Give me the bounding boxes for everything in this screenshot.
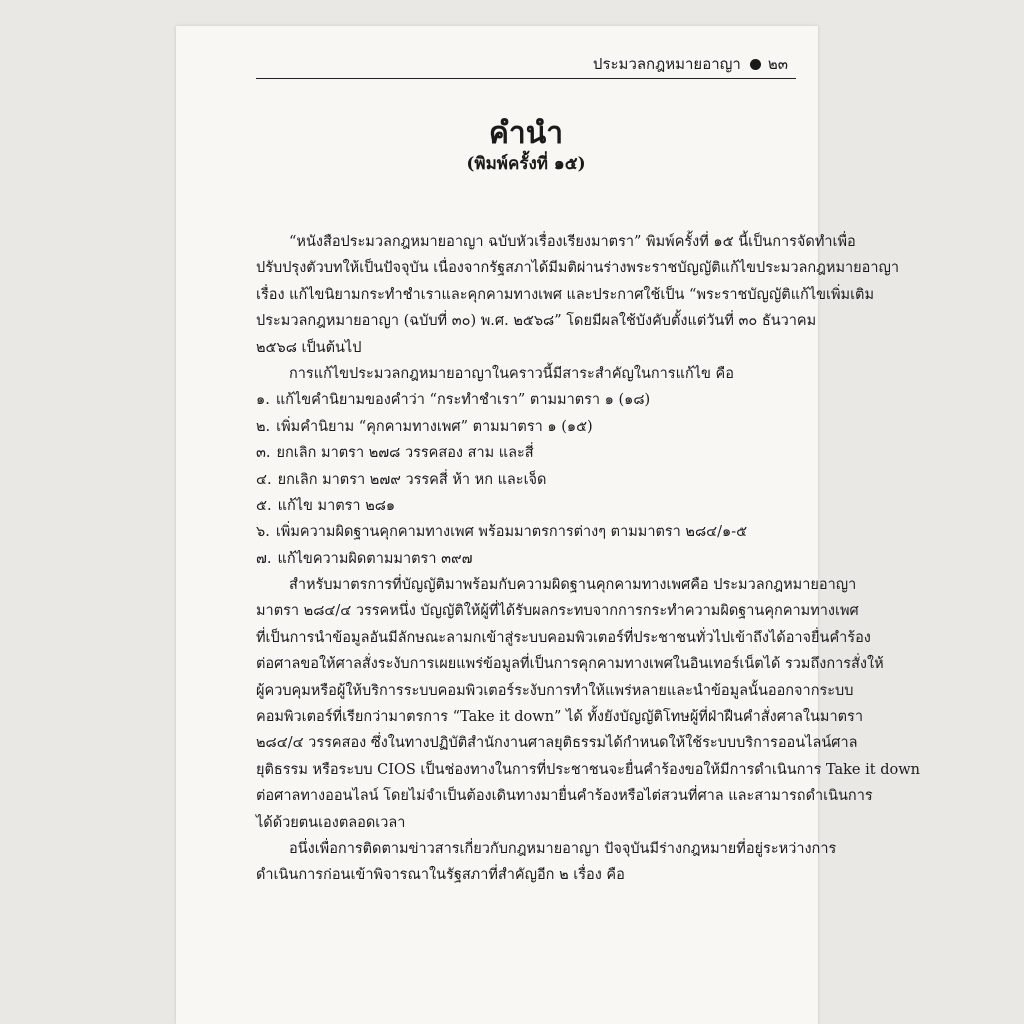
bullet-icon xyxy=(750,59,761,70)
text-line: ต่อศาลทางออนไลน์ โดยไม่จำเป็นต้องเดินทางมายื่นคำร้องหรือไต่สวนที่ศาล และสามารถดำเนินการ xyxy=(256,788,873,805)
text-line: คอมพิวเตอร์ที่เรียกว่ามาตรการ “Take it down” ได้ ทั้งยังบัญญัติโทษผู้ที่ฝ่าฝืนคำสั่งศาลในมาตรา xyxy=(256,709,863,726)
page-title: คำนำ xyxy=(488,116,564,151)
list-number: ๒. xyxy=(256,418,271,435)
running-head xyxy=(446,52,788,76)
list-number: ๓. xyxy=(256,445,271,462)
text-line: อนึ่งเพื่อการติดตามข่าวสารเกี่ยวกับกฎหมายอาญา ปัจจุบันมีร่างกฎหมายที่อยู่ระหว่างการ xyxy=(289,840,837,857)
text-line: ๒๘๔/๔ วรรคสอง ซึ่งในทางปฏิบัติสำนักงานศาลยุติธรรมได้กำหนดให้ใช้ระบบบริการออนไลน์ศาล xyxy=(256,735,858,752)
list-text: แก้ไขความผิดตามมาตรา ๓๙๗ xyxy=(277,550,473,567)
paragraph-2 xyxy=(256,572,920,836)
text-line: “หนังสือประมวลกฎหมายอาญา ฉบับหัวเรื่องเรียงมาตรา” พิมพ์ครั้งที่ ๑๕ นี้เป็นการจัดทำเพื่อ xyxy=(289,234,856,250)
text-line: ๒๕๖๘ เป็นต้นไป xyxy=(256,339,362,356)
list-item xyxy=(256,440,796,466)
running-title: ประมวลกฎหมายอาญา xyxy=(592,55,741,73)
list-number: ๗. xyxy=(256,550,272,567)
paragraph-1 xyxy=(256,229,899,361)
list-item xyxy=(256,546,796,572)
text-line: ต่อศาลขอให้ศาลสั่งระงับการเผยแพร่ข้อมูลที่เป็นการคุกคามทางเพศในอินเทอร์เน็ตได้ รวมถึงการสั่งให้ xyxy=(256,656,884,673)
header-rule xyxy=(256,78,796,79)
list-text: เพิ่มความผิดฐานคุกคามทางเพศ พร้อมมาตรการต่างๆ ตามมาตรา ๒๘๔/๑-๕ xyxy=(275,524,748,541)
page-number: ๒๓ xyxy=(767,55,788,73)
list-text: แก้ไข มาตรา ๒๘๑ xyxy=(277,497,396,514)
list-text: แก้ไขคำนิยามของคำว่า “กระทำชำเรา” ตามมาตรา ๑ (๑๘) xyxy=(275,392,651,409)
amendment-list xyxy=(256,387,796,572)
text-line: มาตรา ๒๘๔/๔ วรรคหนึ่ง บัญญัติให้ผู้ที่ได้รับผลกระทบจากการกระทำความผิดฐานคุกคามทางเพศ xyxy=(256,603,859,620)
list-text: เพิ่มคำนิยาม “คุกคามทางเพศ” ตามมาตรา ๑ (๑๕) xyxy=(276,418,593,435)
list-item xyxy=(256,467,796,493)
list-number: ๔. xyxy=(256,471,272,488)
list-text: ยกเลิก มาตรา ๒๗๙ วรรคสี่ ห้า หก และเจ็ด xyxy=(277,471,547,488)
list-item xyxy=(256,414,796,440)
list-number: ๕. xyxy=(256,497,272,514)
text-line: ประมวลกฎหมายอาญา (ฉบับที่ ๓๐) พ.ศ. ๒๕๖๘” โดยมีผลใช้บังคับตั้งแต่วันที่ ๓๐ ธันวาคม xyxy=(256,313,817,330)
text-line: เรื่อง แก้ไขนิยามกระทำชำเราและคุกคามทางเพศ และประกาศใช้เป็น “พระราชบัญญัติแก้ไขเพิ่มเติม xyxy=(256,286,875,303)
paragraph-3 xyxy=(256,836,837,889)
list-item xyxy=(256,493,796,519)
intro-line: การแก้ไขประมวลกฎหมายอาญาในคราวนี้มีสาระสำคัญในการแก้ไข คือ xyxy=(289,365,734,382)
text-line: สำหรับมาตรการที่บัญญัติมาพร้อมกับความผิดฐานคุกคามทางเพศคือ ประมวลกฎหมายอาญา xyxy=(289,577,857,594)
list-number: ๖. xyxy=(256,524,270,541)
list-item xyxy=(256,519,796,545)
text-line: ได้ด้วยตนเองตลอดเวลา xyxy=(256,814,406,831)
list-text: ยกเลิก มาตรา ๒๗๘ วรรคสอง สาม และสี่ xyxy=(276,445,534,462)
text-line: ที่เป็นการนำข้อมูลอันมีลักษณะลามกเข้าสู่ระบบคอมพิวเตอร์ที่ประชาชนทั่วไปเข้าถึงได้อาจยื่นคำร้อง xyxy=(256,629,871,646)
text-line: ผู้ควบคุมหรือผู้ให้บริการระบบคอมพิวเตอร์ระงับการทำให้แพร่หลายและนำข้อมูลนั้นออกจากระบบ xyxy=(256,682,854,699)
list-item xyxy=(256,387,796,413)
body-text xyxy=(256,229,920,889)
text-line: ปรับปรุงตัวบทให้เป็นปัจจุบัน เนื่องจากรัฐสภาได้มีมติผ่านร่างพระราชบัญญัติแก้ไขประมวลกฎหมายอาญา xyxy=(256,260,899,277)
text-line: ยุติธรรม หรือระบบ CIOS เป็นช่องทางในการที่ประชาชนจะยื่นคำร้องขอให้มีการดำเนินการ Take it down xyxy=(256,761,920,778)
page-subtitle: (พิมพ์ครั้งที่ ๑๕) xyxy=(466,154,586,174)
text-line: ดำเนินการก่อนเข้าพิจารณาในรัฐสภาที่สำคัญอีก ๒ เรื่อง คือ xyxy=(256,867,625,884)
list-number: ๑. xyxy=(256,392,270,409)
